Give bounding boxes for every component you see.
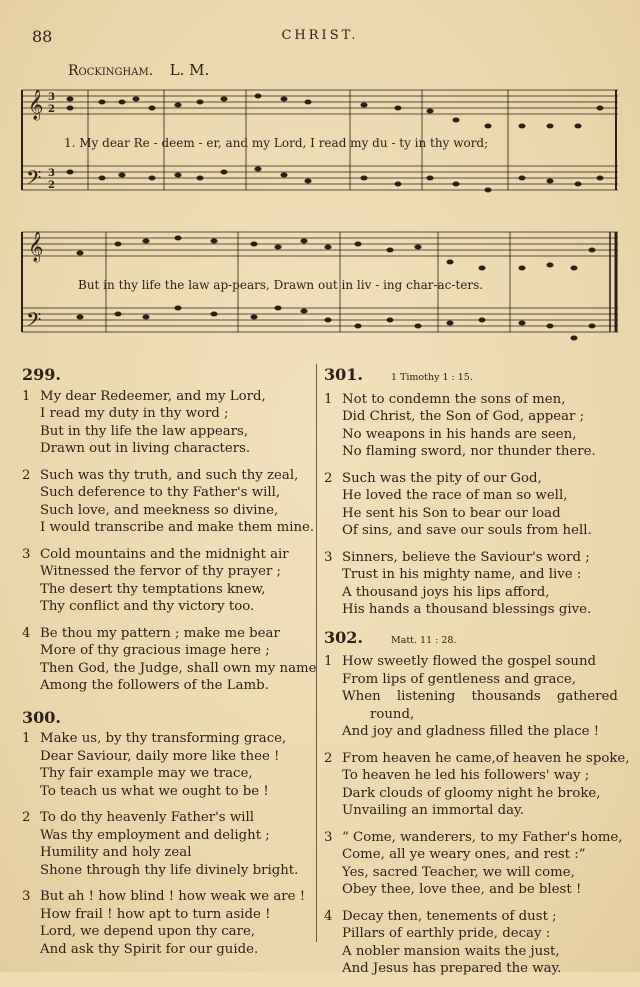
hymn-301	[324, 366, 624, 619]
verse	[22, 888, 312, 958]
verse-number: 1	[22, 731, 31, 746]
verse	[324, 653, 624, 741]
svg-text:3: 3	[48, 92, 55, 103]
verse-line: Such deference to thy Father's will,	[40, 485, 281, 500]
verse-line: Dark clouds of gloomy night he broke,	[342, 785, 601, 801]
verse	[324, 750, 630, 820]
svg-text:𝄢: 𝄢	[26, 166, 42, 194]
verse-line: I would transcribe and make them mine.	[40, 520, 315, 535]
verse-line: Witnessed the fervor of thy prayer ;	[40, 564, 282, 579]
verse-line: And Jesus has prepared the way.	[342, 961, 562, 976]
verse-line: Thy conflict and thy victory too.	[40, 599, 255, 614]
verse-line: No flaming sword, nor thunder there.	[342, 444, 596, 459]
verse-line: Cold mountains and the midnight air	[40, 546, 289, 562]
verse	[22, 730, 312, 800]
verse-line: Dear Saviour, daily more like thee !	[40, 748, 280, 764]
tune-meter: L. M.	[169, 61, 210, 79]
verse-line: He loved the race of man so well,	[342, 488, 568, 503]
verse-line: Yes, sacred Teacher, we will come,	[342, 864, 575, 880]
verse	[22, 467, 315, 537]
verse-line: To teach us what we ought to be !	[40, 783, 269, 799]
verse-number: 1	[22, 388, 31, 404]
verse-line: When listening thousands gathered	[342, 689, 618, 704]
running-title: CHRIST.	[281, 28, 359, 43]
verse-number: 1	[324, 391, 333, 407]
svg-text:𝄞: 𝄞	[28, 90, 44, 120]
verse-line: Come, all ye weary ones, and rest :”	[342, 847, 586, 862]
verse-line: Drawn out in living characters.	[40, 441, 251, 456]
verse-line: My dear Redeemer, and my Lord,	[40, 388, 266, 404]
verse-line: round,	[370, 706, 415, 722]
verse-number: 2	[324, 750, 333, 766]
hymn-number: 300.	[22, 707, 61, 727]
verse-number: 3	[22, 546, 31, 562]
hymn-299	[22, 365, 317, 695]
verse-line: Did Christ, the Son of God, appear ;	[342, 409, 585, 424]
verse-number: 4	[22, 625, 31, 641]
verse	[324, 829, 624, 899]
left-column	[22, 365, 317, 967]
verse	[324, 908, 624, 978]
verse-line: A nobler mansion waits the just,	[342, 943, 560, 959]
verse	[324, 470, 624, 540]
verse-line: A thousand joys his lips afford,	[342, 584, 550, 600]
verse-line: Was thy employment and delight ;	[40, 827, 270, 843]
hymn-number: 299.	[22, 365, 61, 384]
verse-line: The desert thy temptations knew,	[40, 581, 266, 597]
right-column	[324, 365, 630, 987]
verse-line: Such was thy truth, and such thy zeal,	[40, 467, 299, 483]
verse-number: 2	[22, 467, 31, 483]
verse-line: And joy and gladness filled the place !	[342, 724, 600, 739]
verse-line: But ah ! how blind ! how weak we are !	[40, 889, 306, 904]
verse-number: 3	[324, 829, 333, 845]
column-divider	[316, 364, 317, 942]
verse-line: Such love, and meekness so divine,	[40, 502, 279, 518]
tune-name: Rockingham.	[68, 63, 154, 79]
hymn-number: 302.	[324, 627, 363, 647]
verse-line: Trust in his mighty name, and live :	[342, 567, 582, 582]
verse-line: Make us, by thy transforming grace,	[40, 731, 287, 746]
scripture-reference: Matt. 11 : 28.	[390, 634, 457, 646]
hymn-300	[22, 709, 312, 959]
verse-line: To do thy heavenly Father's will	[40, 810, 254, 825]
verse-line: How frail ! how apt to turn aside !	[40, 906, 271, 922]
verse-line: Humility and holy zeal	[40, 845, 192, 860]
verse-line: But in thy life the law appears,	[40, 423, 249, 439]
verse-line: He sent his Son to bear our load	[342, 505, 561, 521]
verse	[22, 546, 312, 616]
svg-text:𝄢: 𝄢	[26, 308, 42, 336]
score-lyric-line-2: But in thy life the law ap-pears, Drawn out in liv - ing char-ac-ters.	[78, 278, 484, 292]
verse-number: 3	[22, 889, 31, 904]
verse-number: 2	[324, 470, 333, 486]
verse-line: Then God, the Judge, shall own my name	[40, 660, 317, 676]
verse-line: Not to condemn the sons of men,	[342, 391, 566, 407]
verse-number: 4	[324, 908, 333, 924]
svg-text:2: 2	[48, 180, 55, 191]
hymn-number: 301.	[324, 365, 363, 384]
verse-line: Lord, we depend upon thy care,	[40, 924, 256, 939]
verse-line: And ask thy Spirit for our guide.	[40, 941, 259, 957]
verse-line: Unvailing an immortal day.	[342, 803, 524, 818]
verse-line: No weapons in his hands are seen,	[342, 426, 577, 442]
verse-line: Decay then, tenements of dust ;	[342, 908, 557, 924]
svg-text:𝄞: 𝄞	[28, 232, 44, 262]
scripture-reference: 1 Timothy 1 : 15.	[390, 372, 473, 383]
verse-number: 2	[22, 810, 31, 825]
verse-line: Be thou my pattern ; make me bear	[40, 625, 280, 641]
verse-line: More of thy gracious image here ;	[40, 643, 270, 658]
verse	[324, 549, 624, 619]
hymn-number-row	[324, 366, 624, 387]
verse-number: 1	[324, 654, 333, 669]
verse	[324, 391, 624, 461]
verse-line: “ Come, wanderers, to my Father's home,	[342, 829, 623, 845]
verse-line: From lips of gentleness and grace,	[342, 671, 576, 687]
score-lyric-line-1: 1. My dear Re - deem - er, and my Lord, I read my du - ty in thy word;	[64, 136, 489, 150]
verse-line: Sinners, believe the Saviour's word ;	[342, 549, 590, 565]
verse	[22, 388, 312, 458]
verse-line: Such was the pity of our God,	[342, 470, 542, 486]
svg-text:3: 3	[48, 168, 55, 179]
verse-line: Of sins, and save our souls from hell.	[342, 523, 592, 538]
verse-line: Obey thee, love thee, and be blest !	[342, 882, 582, 897]
verse-line: Thy fair example may we trace,	[40, 766, 253, 781]
verse-line: Shone through thy life divinely bright.	[40, 862, 299, 878]
verse-line: From heaven he came,of heaven he spoke,	[342, 750, 630, 766]
verse	[22, 625, 317, 695]
verse-line: Pillars of earthly pride, decay :	[342, 926, 551, 941]
verse	[22, 809, 312, 879]
verse-line: To heaven he led his followers' way ;	[342, 768, 590, 783]
page-number: 88	[32, 27, 53, 46]
hymn-302	[324, 627, 630, 978]
verse-line: Among the followers of the Lamb.	[40, 678, 269, 693]
tune-heading	[68, 61, 209, 79]
verse-number: 3	[324, 549, 333, 565]
verse-line: How sweetly flowed the gospel sound	[342, 654, 597, 669]
verse-line: I read my duty in thy word ;	[40, 406, 229, 421]
svg-text:2: 2	[48, 104, 55, 115]
hymn-number-row	[324, 629, 624, 650]
verse-line: His hands a thousand blessings give.	[342, 602, 592, 617]
